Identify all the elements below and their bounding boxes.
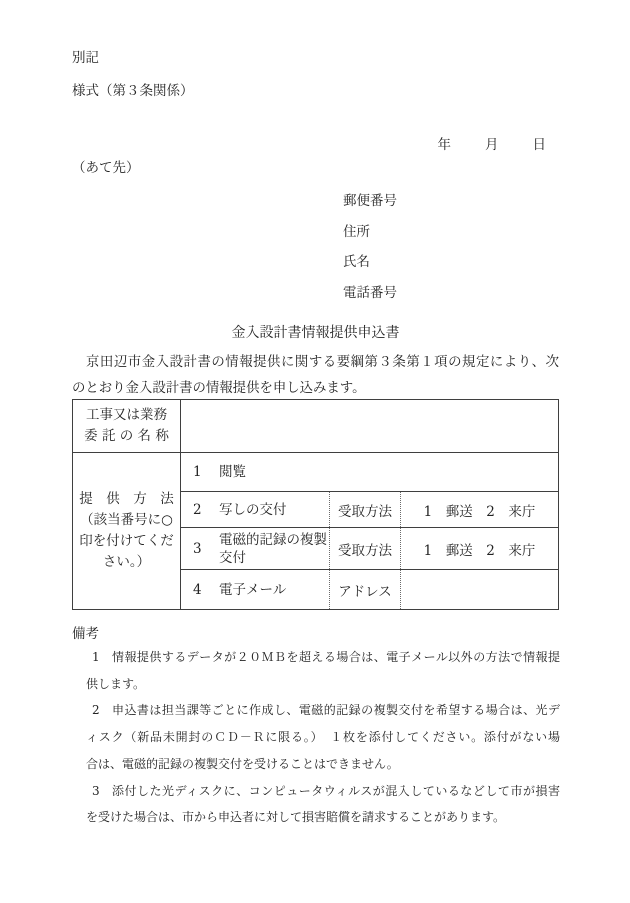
date-year-label: 年 xyxy=(437,137,451,153)
method-row-3-receive-label: 受取方法 xyxy=(329,528,401,569)
method-row-1-number: 1 xyxy=(193,464,202,480)
form-title: 金入設計書情報提供申込書 xyxy=(231,325,400,341)
note-1-text-1: 情報提供するデータが２０ＭＢを超える場合は、電子メール以外の方法で情報提 xyxy=(112,650,560,664)
method-row-electronic-copy xyxy=(181,528,558,570)
intro-line-1: 京田辺市金入設計書の情報提供に関する要綱第３条第１項の規定により、次 xyxy=(86,355,559,370)
method-row-4-address-label: アドレス xyxy=(329,570,401,609)
date-day-label: 日 xyxy=(532,137,546,153)
method-row-2-options: 1 郵送 2 来庁 xyxy=(423,503,536,520)
applicant-contact-block xyxy=(343,186,397,309)
method-row-2-label: 写しの交付 xyxy=(219,501,287,518)
date-line xyxy=(0,133,630,153)
note-2-number: 2 xyxy=(92,703,100,718)
method-row-3-item-cell xyxy=(181,528,329,569)
style-label: 様式（第３条関係） xyxy=(72,83,194,99)
addressee-label: （あて先） xyxy=(72,160,140,176)
method-header-line-1: 提 供 方 法 xyxy=(79,491,174,507)
method-row-4-number: 4 xyxy=(193,581,202,598)
method-row-3-label-line-1: 電磁的記録の複製 xyxy=(219,531,327,548)
phone-label: 電話番号 xyxy=(343,285,397,302)
method-row-2-number: 2 xyxy=(193,501,202,518)
method-row-1-item-cell xyxy=(181,453,329,491)
intro-line-2: のとおり金入設計書の情報提供を申し込みます。 xyxy=(72,381,366,397)
note-3-text-1: 添付した光ディスクに、コンピュータウィルスが混入しているなどして市が損害 xyxy=(112,783,560,798)
note-2-text-1: 申込書は担当課等ごとに作成し、電磁的記録の複製交付を希望する場合は、光デ xyxy=(112,703,560,718)
date-month-label: 月 xyxy=(485,137,499,153)
method-header-line-4: さい。） xyxy=(102,554,151,570)
note-1-number: 1 xyxy=(92,650,100,664)
project-header-line-1: 工事又は業務 xyxy=(86,407,167,423)
method-row-copy xyxy=(181,492,558,528)
method-row-3-number: 3 xyxy=(193,540,202,557)
method-row-2-item-cell xyxy=(181,492,329,527)
method-row-4-item-cell xyxy=(181,570,329,609)
note-3-line-2: を受けた場合は、市から申込者に対して損害賠償を請求することがあります。 xyxy=(86,810,506,825)
notes-heading: 備考 xyxy=(72,626,99,642)
note-1-line-1 xyxy=(72,644,560,671)
note-2-line-3: 合は、電磁的記録の複製交付を受けることはできません。 xyxy=(86,756,399,771)
method-option-rows xyxy=(181,453,558,609)
project-header-line-2: 委 託 の 名 称 xyxy=(84,428,169,444)
address-label: 住所 xyxy=(343,223,370,240)
project-name-header-cell xyxy=(73,400,181,452)
note-1-line-2: 供します。 xyxy=(86,676,146,691)
note-3-line-1 xyxy=(72,778,560,805)
method-row-email xyxy=(181,570,558,609)
method-header-line-3: 印を付けてくだ xyxy=(79,533,174,549)
method-row-1-label: 閲覧 xyxy=(219,464,246,480)
method-row-3-options: 1 郵送 2 来庁 xyxy=(423,542,536,559)
note-3-number: 3 xyxy=(92,783,100,798)
note-2-line-1 xyxy=(72,697,560,724)
method-header-cell xyxy=(73,453,181,609)
intro-paragraph xyxy=(72,350,559,403)
method-header-line-2: （該当番号に○ xyxy=(80,512,173,528)
postal-code-label: 郵便番号 xyxy=(343,193,397,209)
method-row-3-label xyxy=(219,531,327,567)
note-2-line-2: ィスク（新品未開封のＣＤ－Ｒに限る。） １枚を添付してください。添付がない場 xyxy=(86,730,560,745)
project-name-row xyxy=(73,400,558,453)
method-row-4-label: 電子メール xyxy=(219,581,287,598)
method-row-2-receive-label: 受取方法 xyxy=(329,492,401,527)
method-row-3-label-line-2: 交付 xyxy=(219,549,246,566)
bekki-label: 別記 xyxy=(72,50,99,66)
name-label: 氏名 xyxy=(343,254,370,271)
project-name-value-cell xyxy=(181,400,558,452)
application-table xyxy=(72,399,559,610)
notes-section xyxy=(72,644,560,831)
provision-method-section xyxy=(73,453,558,609)
method-row-viewing xyxy=(181,453,558,492)
